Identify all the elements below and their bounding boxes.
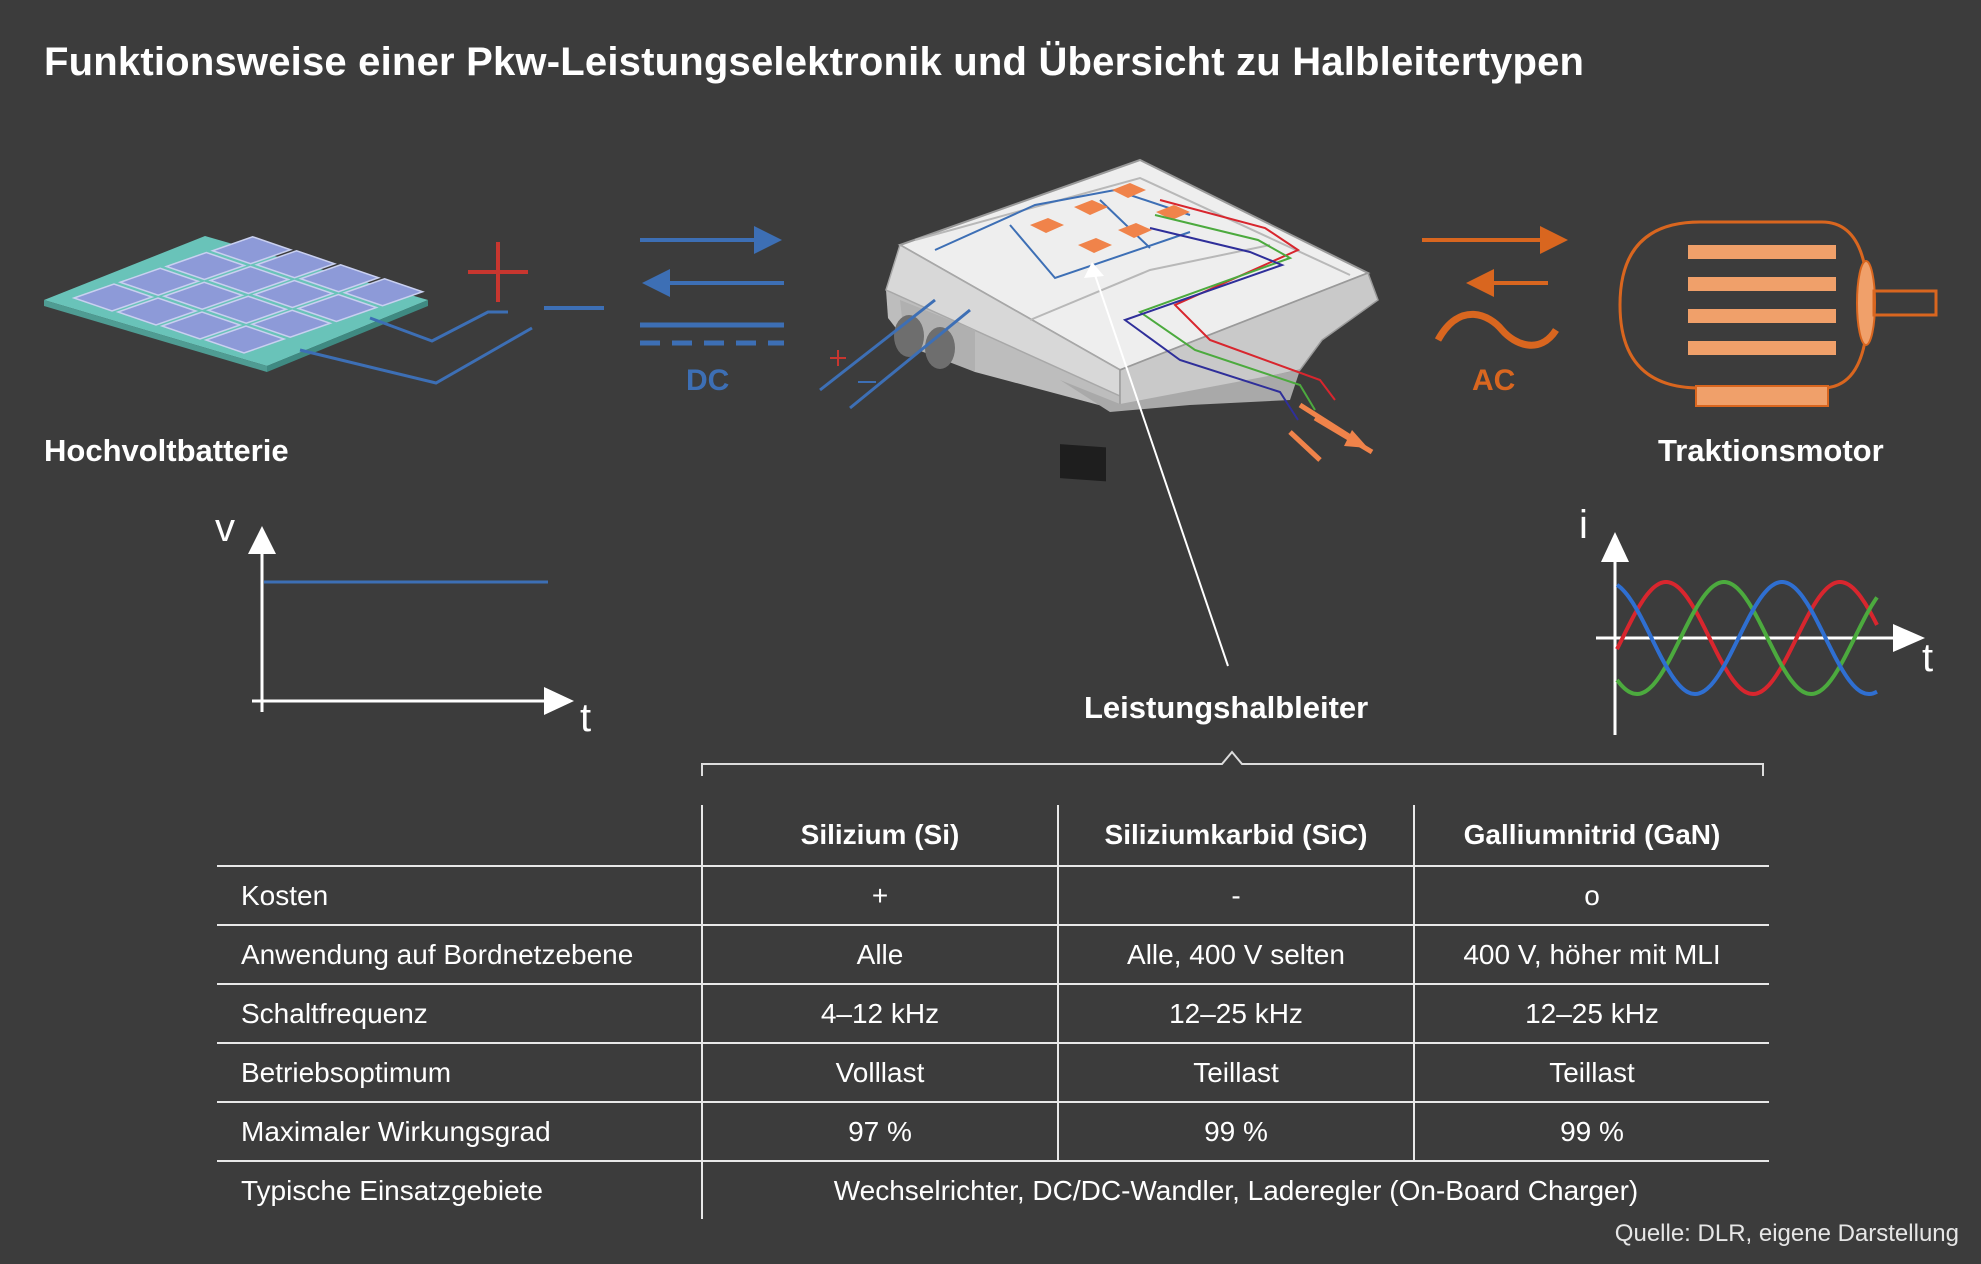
table-row [217, 1161, 1769, 1219]
table-row [217, 1043, 1769, 1102]
source-note: Quelle: DLR, eigene Darstellung [1614, 1220, 1959, 1247]
table-cell: 12–25 kHz [1414, 984, 1769, 1043]
table-cell: o [1414, 866, 1769, 925]
battery-icon [44, 236, 604, 383]
column-header-sic: Siliziumkarbid (SiC) [1058, 805, 1414, 866]
motor-label: Traktionsmotor [1658, 433, 1884, 468]
battery-label: Hochvoltbatterie [44, 433, 289, 468]
table-cell: - [1058, 866, 1414, 925]
table-cell: 400 V, höher mit MLI [1414, 925, 1769, 984]
table-row [217, 925, 1769, 984]
current-x-axis-label: t [1922, 636, 1934, 680]
inverter-icon [820, 160, 1378, 666]
current-graph [1596, 532, 1925, 735]
table-header-row [217, 805, 1769, 866]
row-label-kosten: Kosten [217, 866, 702, 925]
page-title: Funktionsweise einer Pkw-Leistungselektronik und Übersicht zu Halbleitertypen [44, 40, 1585, 84]
dc-label: DC [686, 364, 730, 397]
table-cell: Teillast [1414, 1043, 1769, 1102]
voltage-x-axis-label: t [580, 696, 592, 740]
semiconductor-label: Leistungshalbleiter [1084, 690, 1369, 725]
table-cell: Volllast [702, 1043, 1058, 1102]
table-cell: Teillast [1058, 1043, 1414, 1102]
table-corner [217, 805, 702, 866]
table-row [217, 984, 1769, 1043]
row-label-einsatzgebiete: Typische Einsatzgebiete [241, 1174, 543, 1206]
table-cell: + [702, 866, 1058, 925]
ac-label: AC [1472, 364, 1516, 397]
current-y-axis-label: i [1579, 503, 1588, 547]
voltage-y-axis-label: v [215, 506, 235, 550]
table-cell: 97 % [702, 1102, 1058, 1161]
ac-arrows-icon [1422, 226, 1568, 345]
table-cell: Alle, 400 V selten [1058, 925, 1414, 984]
column-header-gan: Galliumnitrid (GaN) [1414, 805, 1769, 866]
table-row [217, 1102, 1769, 1161]
table-cell: Alle [702, 925, 1058, 984]
table-cell: 12–25 kHz [1058, 984, 1414, 1043]
table-cell-merged: Wechselrichter, DC/DC-Wandler, Laderegler (On-Board Charger) [702, 1161, 1769, 1219]
table-cell: 99 % [1058, 1102, 1414, 1161]
semiconductor-table [217, 805, 1769, 1219]
row-label-anwendung: Anwendung auf Bordnetzebene [217, 925, 702, 984]
table-bracket [702, 752, 1763, 776]
row-label-wirkungsgrad: Maximaler Wirkungsgrad [217, 1102, 702, 1161]
motor-icon [1620, 222, 1936, 406]
table-row [217, 866, 1769, 925]
column-header-si: Silizium (Si) [702, 805, 1058, 866]
table-cell: 4–12 kHz [702, 984, 1058, 1043]
dc-arrows-icon [640, 226, 784, 343]
row-label-schaltfrequenz: Schaltfrequenz [217, 984, 702, 1043]
table-cell: 99 % [1414, 1102, 1769, 1161]
voltage-graph [248, 526, 574, 715]
row-label-betriebsoptimum: Betriebsoptimum [217, 1043, 702, 1102]
